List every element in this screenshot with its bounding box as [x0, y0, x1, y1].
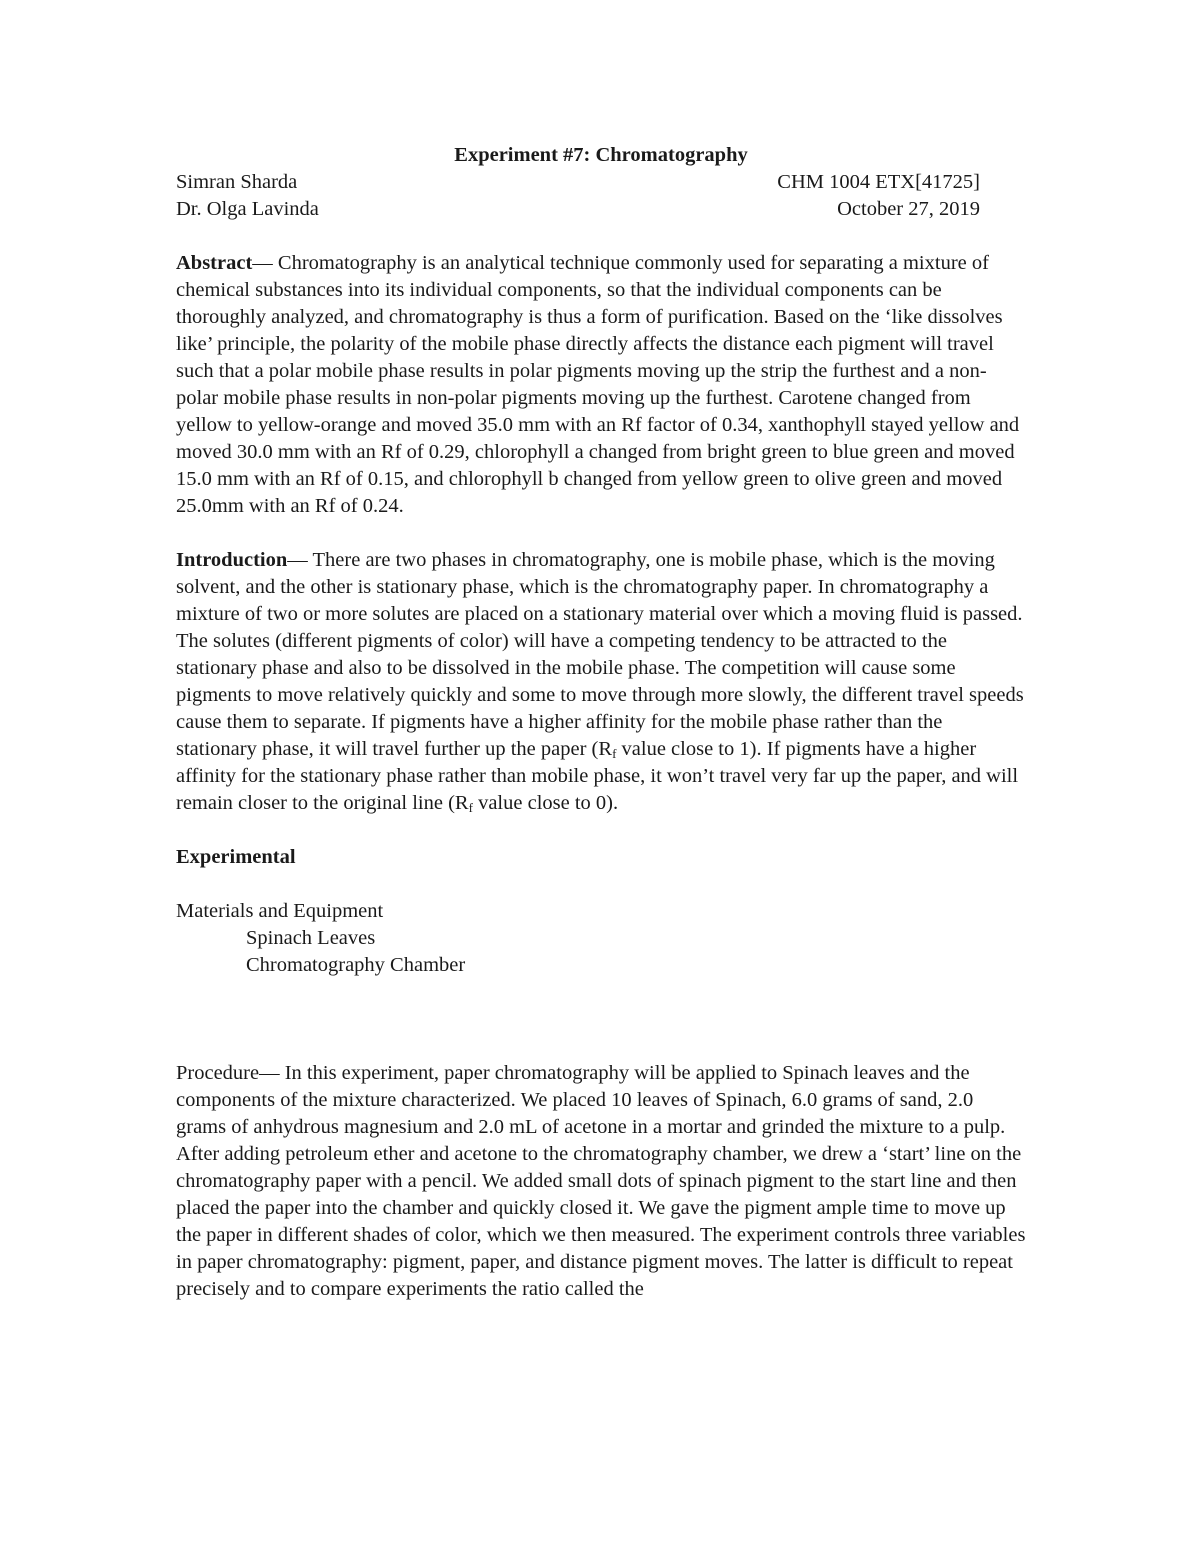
rf-subscript-2: f	[468, 800, 473, 815]
procedure-paragraph	[176, 1060, 1026, 1303]
abstract-heading: Abstract	[176, 252, 253, 274]
author-name: Simran Sharda	[176, 171, 298, 193]
meta-row-1	[176, 169, 1026, 196]
spacer	[176, 520, 1026, 547]
abstract-text: Chromatography is an analytical technique commonly used for separating a mixture of chemical substances into its individual components, so that the individual components can be thoroughly analyzed, and chromatography is thus a form of purification. Based on the ‘like dissolves like’ principle, the polarity of the mobile phase directly affects the distance each pigment will travel such that a polar mobile phase results in polar pigments moving up the strip the furthest and a non-polar mobile phase results in non-polar pigments moving up the furthest. Carotene changed from yellow to yellow-orange and moved 35.0 mm with an Rf factor of 0.34, xanthophyll stayed yellow and moved 30.0 mm with an Rf of 0.29, chlorophyll a changed from bright green to blue green and moved 15.0 mm with an Rf of 0.15, and chlorophyll b changed from yellow green to olive green and moved 25.0mm with an Rf of 0.24.	[176, 252, 1020, 517]
spacer	[176, 1033, 1026, 1060]
spacer	[176, 1006, 1026, 1033]
spacer	[176, 817, 1026, 844]
procedure-dash: —	[259, 1062, 285, 1084]
spacer	[176, 871, 1026, 898]
introduction-heading: Introduction	[176, 549, 288, 571]
abstract-paragraph	[176, 250, 1026, 520]
procedure-heading: Procedure	[176, 1062, 260, 1084]
abstract-dash: —	[252, 252, 278, 274]
report-date: October 27, 2019	[837, 198, 980, 220]
introduction-dash: —	[287, 549, 313, 571]
course-code: CHM 1004 ETX[41725]	[777, 171, 980, 193]
procedure-text: In this experiment, paper chromatography will be applied to Spinach leaves and the components of the mixture characterized. We placed 10 leaves of Spinach, 6.0 grams of sand, 2.0 grams of anhydrous magnesium and 2.0 mL of acetone in a mortar and grinded the mixture to a pulp. After adding petroleum ether and acetone to the chromatography chamber, we drew a ‘start’ line on the chromatography paper with a pencil. We added small dots of spinach pigment to the start line and then placed the paper into the chamber and quickly closed it. We gave the pigment ample time to move up the paper in different shades of color, which we then measured. The experiment controls three variables in paper chromatography: pigment, paper, and distance pigment moves. The latter is difficult to repeat precisely and to compare experiments the ratio called the	[176, 1062, 1026, 1300]
material-item: Chromatography Chamber	[246, 954, 466, 976]
document-title: Experiment #7: Chromatography	[454, 144, 748, 166]
introduction-paragraph	[176, 547, 1026, 817]
introduction-text-1: There are two phases in chromatography, one is mobile phase, which is the moving solvent, and the other is stationary phase, which is the chromatography paper. In chromatography a mixture of two or more solutes are placed on a stationary material over which a moving fluid is passed. The solutes (different pigments of color) will have a competing tendency to be attracted to the stationary phase and also to be dissolved in the mobile phase. The competition will cause some pigments to move relatively quickly and some to move through more slowly, the different travel speeds cause them to separate. If pigments have a higher affinity for the mobile phase rather than the stationary phase, it will travel further up the paper (R	[176, 549, 1024, 760]
experimental-heading: Experimental	[176, 846, 296, 868]
introduction-text-3: value close to 0).	[472, 792, 619, 814]
introduction-text-2: value close to 1). If pigments have a higher affinity for the stationary phase rather than mobile phase, it won’t travel very far up the paper, and will remain closer to the original line (R	[176, 738, 1019, 814]
instructor-name: Dr. Olga Lavinda	[176, 198, 319, 220]
document-page	[176, 142, 1026, 1303]
rf-subscript-1: f	[612, 746, 617, 761]
meta-row-2	[176, 196, 1026, 223]
materials-heading: Materials and Equipment	[176, 900, 384, 922]
material-item: Spinach Leaves	[246, 927, 376, 949]
spacer	[176, 979, 1026, 1006]
spacer	[176, 223, 1026, 250]
